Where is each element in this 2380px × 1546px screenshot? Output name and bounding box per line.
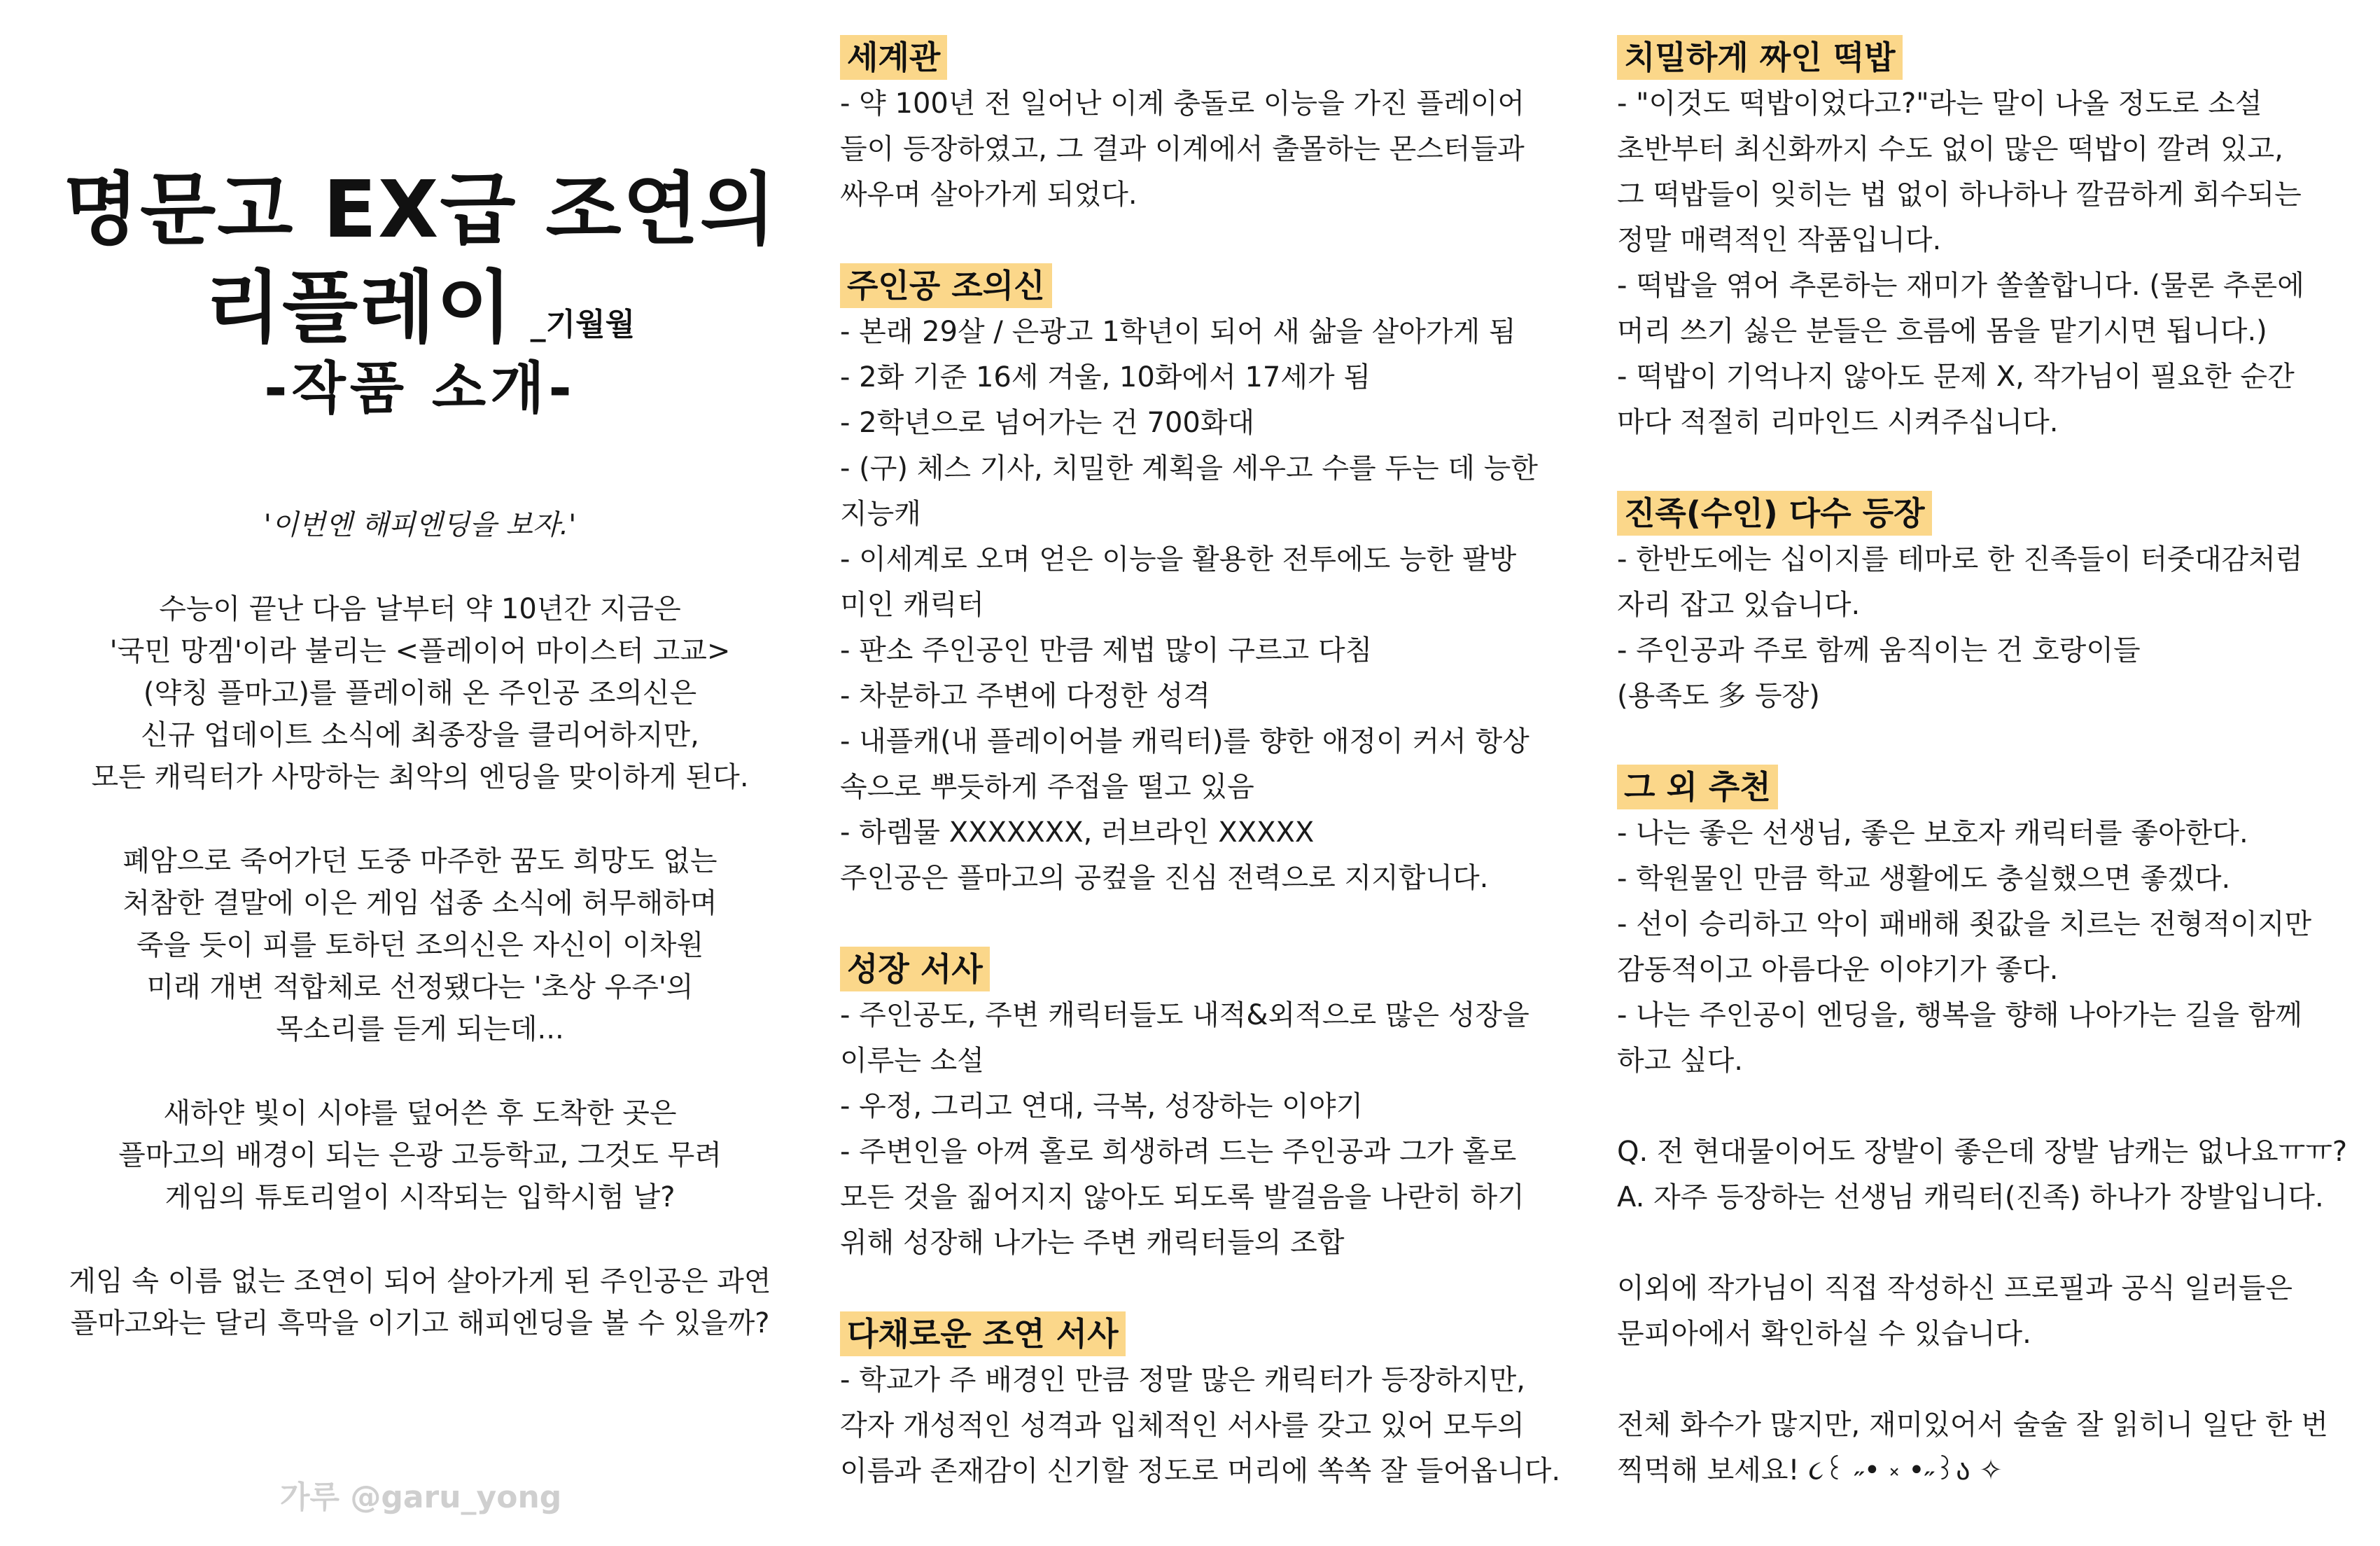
section-line: A. 자주 등장하는 선생님 캐릭터(진족) 하나가 장발입니다. <box>1617 1181 2324 1213</box>
section-heading: 그 외 추천 <box>1617 765 1778 809</box>
synopsis-quote: '이번엔 해피엔딩을 보자.' <box>263 509 577 541</box>
synopsis-line: 플마고와는 달리 흑막을 이기고 해피엔딩을 볼 수 있을까? <box>70 1307 770 1339</box>
author-name: _기월월 <box>530 307 636 342</box>
section <box>840 35 1596 218</box>
section-line: 이름과 존재감이 신기할 정도로 머리에 쏙쏙 잘 들어옵니다. <box>840 1455 1561 1487</box>
section-line: - 판소 주인공인 만큼 제법 많이 구르고 다침 <box>840 634 1373 667</box>
section-line: - "이것도 떡밥이었다고?"라는 말이 나올 정도로 소설 <box>1617 88 2262 120</box>
section-line: 초반부터 최신화까지 수도 없이 많은 떡밥이 깔려 있고, <box>1617 133 2283 165</box>
section-line: 마다 적절히 리마인드 시켜주십니다. <box>1617 406 2059 438</box>
synopsis <box>28 504 812 1386</box>
synopsis-line: 신규 업데이트 소식에 최종장을 클리어하지만, <box>141 719 699 751</box>
section-line: 전체 화수가 많지만, 재미있어서 술술 잘 읽히니 일단 한 번 <box>1617 1409 2328 1441</box>
synopsis-line: 모든 캐릭터가 사망하는 최악의 엔딩을 맞이하게 된다. <box>91 761 749 793</box>
column-middle <box>840 35 1596 1540</box>
section-line: - 주변인을 아껴 홀로 희생하려 드는 주인공과 그가 홀로 <box>840 1136 1517 1168</box>
section-line: - 주인공과 주로 함께 움직이는 건 호랑이들 <box>1617 634 2141 667</box>
synopsis-paragraph <box>28 588 812 798</box>
section-line: 이외에 작가님이 직접 작성하신 프로필과 공식 일러들은 <box>1617 1272 2293 1304</box>
credit-watermark: 가루 @garu_yong <box>280 1479 562 1515</box>
section-line: 감동적이고 아름다운 이야기가 좋다. <box>1617 954 2059 986</box>
section-line: 미인 캐릭터 <box>840 589 984 621</box>
section-line: - 차분하고 주변에 다정한 성격 <box>840 680 1210 712</box>
section-line: 찍먹해 보세요! ૮꒰ ˶• ༝ •˶꒱ა ✧ <box>1617 1454 2003 1486</box>
section-line: 주인공은 플마고의 공컾을 진심 전력으로 지지합니다. <box>840 862 1489 894</box>
section <box>1617 35 2366 445</box>
synopsis-line: 죽을 듯이 피를 토하던 조의신은 자신이 이차원 <box>136 929 704 961</box>
synopsis-line: 게임의 튜토리얼이 시작되는 입학시험 날? <box>164 1181 676 1213</box>
synopsis-paragraph <box>28 1260 812 1344</box>
section-heading: 주인공 조의신 <box>840 263 1052 308</box>
section-line: 문피아에서 확인하실 수 있습니다. <box>1617 1318 2031 1350</box>
section-line: - 학교가 주 배경인 만큼 정말 많은 캐릭터가 등장하지만, <box>840 1364 1525 1396</box>
section-heading: 성장 서사 <box>840 947 990 991</box>
section-line: 모든 것을 짊어지지 않아도 되도록 발걸음을 나란히 하기 <box>840 1181 1525 1213</box>
title-line-2 <box>0 245 840 358</box>
synopsis-line: 새하얀 빛이 시야를 덮어쓴 후 도착한 곳은 <box>163 1097 677 1129</box>
section-line: (용족도 多 등장) <box>1617 680 1820 712</box>
section-line: - 나는 좋은 선생님, 좋은 보호자 캐릭터를 좋아한다. <box>1617 817 2248 849</box>
blank-line <box>1617 1220 2366 1266</box>
section-line: 속으로 뿌듯하게 주접을 떨고 있음 <box>840 771 1254 803</box>
title-line-1: 명문고 EX급 조연의 <box>62 165 778 256</box>
section-line: 정말 매력적인 작품입니다. <box>1617 224 1942 256</box>
title-main: 리플레이 <box>204 263 514 354</box>
synopsis-line: '국민 망겜'이라 불리는 <플레이어 마이스터 고교> <box>109 635 731 667</box>
section-line: 머리 쓰기 싫은 분들은 흐름에 몸을 맡기시면 됩니다.) <box>1617 315 2267 347</box>
section-line: 그 떡밥들이 잊히는 법 없이 하나하나 깔끔하게 회수되는 <box>1617 179 2302 211</box>
section-line: - 내플캐(내 플레이어블 캐릭터)를 향한 애정이 커서 항상 <box>840 725 1530 758</box>
section-line: 하고 싶다. <box>1617 1045 1743 1077</box>
title-subtitle: -작품 소개- <box>264 356 576 421</box>
section-line: - 약 100년 전 일어난 이계 충돌로 이능을 가진 플레이어 <box>840 88 1525 120</box>
section-line: - 이세계로 오며 얻은 이능을 활용한 전투에도 능한 팔방 <box>840 543 1517 576</box>
section-line: 이루는 소설 <box>840 1045 984 1077</box>
synopsis-paragraph <box>28 840 812 1050</box>
section-line: - 떡밥을 엮어 추론하는 재미가 쏠쏠합니다. (물론 추론에 <box>1617 270 2304 302</box>
section-line: Q. 전 현대물이어도 장발이 좋은데 장발 남캐는 없나요ㅠㅠ? <box>1617 1136 2348 1168</box>
section-line: - 본래 29살 / 은광고 1학년이 되어 새 삶을 살아가게 됨 <box>840 316 1516 348</box>
section-line: - 학원물인 만큼 학교 생활에도 충실했으면 좋겠다. <box>1617 863 2231 895</box>
section-line: 들이 등장하였고, 그 결과 이계에서 출몰하는 몬스터들과 <box>840 133 1525 165</box>
section-line: - 주인공도, 주변 캐릭터들도 내적&외적으로 많은 성장을 <box>840 999 1530 1031</box>
column-right <box>1617 35 2366 1539</box>
section-heading: 다채로운 조연 서사 <box>840 1311 1126 1356</box>
synopsis-line: 폐암으로 죽어가던 도중 마주한 꿈도 희망도 없는 <box>122 845 718 877</box>
section <box>840 947 1596 1266</box>
section-line: - 우정, 그리고 연대, 극복, 성장하는 이야기 <box>840 1090 1364 1122</box>
section <box>1617 491 2366 719</box>
section-line: - 하렘물 XXXXXXX, 러브라인 XXXXX <box>840 816 1315 849</box>
blank-line <box>1617 1084 2366 1129</box>
section-line: 위해 성장해 나가는 주변 캐릭터들의 조합 <box>840 1227 1345 1259</box>
section-heading: 진족(수인) 다수 등장 <box>1617 491 1932 536</box>
synopsis-paragraph <box>28 1092 812 1218</box>
synopsis-line: 처참한 결말에 이은 게임 섭종 소식에 허무해하며 <box>122 887 718 919</box>
section-line: 각자 개성적인 성격과 입체적인 서사를 갖고 있어 모두의 <box>840 1409 1525 1442</box>
section-heading: 치밀하게 짜인 떡밥 <box>1617 35 1903 80</box>
section-line: - (구) 체스 기사, 치밀한 계획을 세우고 수를 두는 데 능한 <box>840 452 1538 485</box>
section-line: - 선이 승리하고 악이 패배해 죗값을 치르는 전형적이지만 <box>1617 908 2312 940</box>
section-line: - 2화 기준 16세 겨울, 10화에서 17세가 됨 <box>840 361 1371 394</box>
synopsis-line: 수능이 끝난 다음 날부터 약 10년간 지금은 <box>159 593 681 625</box>
blank-line <box>1617 1357 2366 1402</box>
section-line: - 한반도에는 십이지를 테마로 한 진족들이 터줏대감처럼 <box>1617 543 2303 576</box>
section-line: - 떡밥이 기억나지 않아도 문제 X, 작가님이 필요한 순간 <box>1617 361 2295 393</box>
synopsis-line: 목소리를 듣게 되는데... <box>276 1013 564 1045</box>
synopsis-line: (약칭 플마고)를 플레이해 온 주인공 조의신은 <box>143 677 697 709</box>
section-line: - 나는 주인공이 엔딩을, 행복을 향해 나아가는 길을 함께 <box>1617 999 2302 1031</box>
section <box>840 1311 1596 1494</box>
section-line: 자리 잡고 있습니다. <box>1617 589 1861 621</box>
section-heading: 세계관 <box>840 35 947 80</box>
section <box>840 263 1596 901</box>
synopsis-line: 플마고의 배경이 되는 은광 고등학교, 그것도 무려 <box>118 1139 722 1171</box>
synopsis-line: 게임 속 이름 없는 조연이 되어 살아가게 된 주인공은 과연 <box>69 1265 771 1297</box>
section <box>1617 765 2366 1493</box>
section-line: 싸우며 살아가게 되었다. <box>840 179 1138 211</box>
synopsis-line: 미래 개변 적합체로 선정됐다는 '초상 우주'의 <box>146 971 694 1003</box>
section-line: 지능캐 <box>840 498 921 530</box>
section-line: - 2학년으로 넘어가는 건 700화대 <box>840 407 1255 439</box>
synopsis-body <box>28 588 812 1344</box>
